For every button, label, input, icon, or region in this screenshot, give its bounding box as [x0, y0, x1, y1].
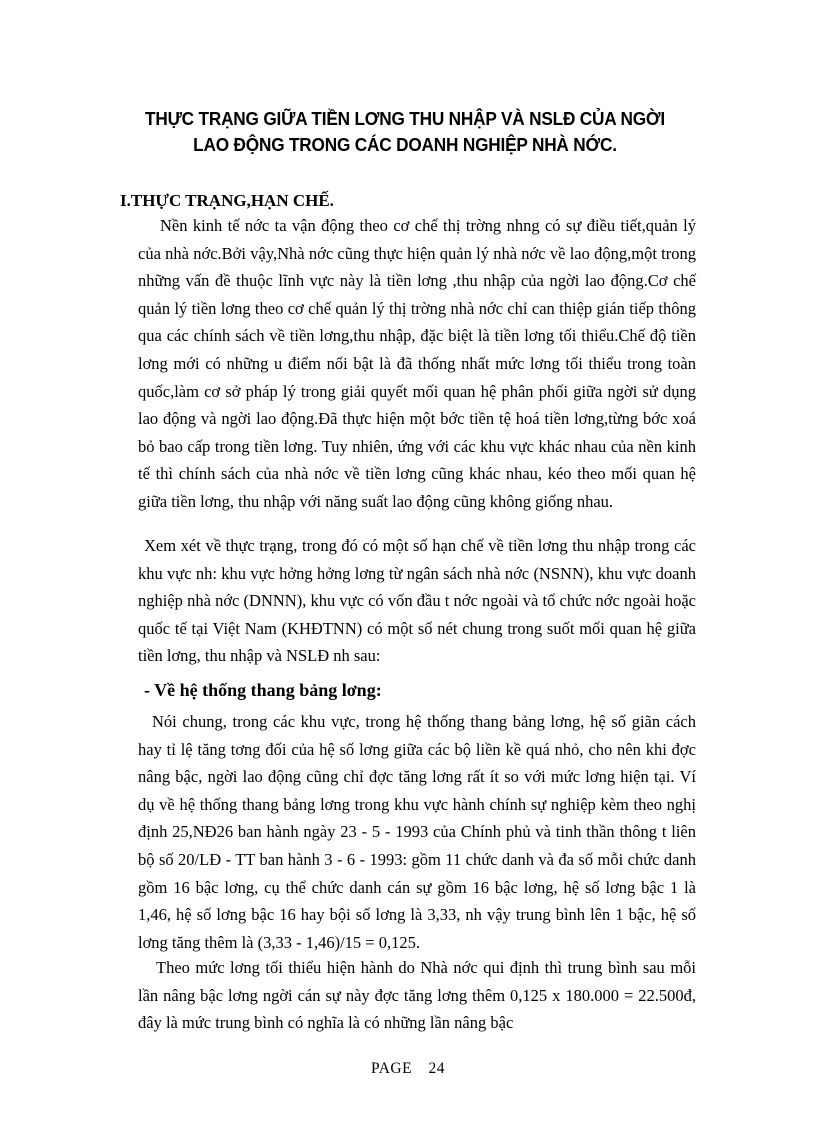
- page-footer: [0, 1060, 816, 1078]
- paragraph-1: Nền kinh tế nớc ta vận động theo cơ chế thị trờng nhng có sự điều tiết,quản lý của nhà nớc.Bởi vậy,Nhà nớc cũng thực hiện quản lý nhà nớc về lao động,một trong những vấn đề thuộc lĩnh vực này là tiền lơng ,thu nhập của ngời lao động.Cơ chế quản lý tiền lơng theo cơ chế quản lý thị trờng nhà nớc chỉ can thiệp gián tiếp thông qua các chính sách về tiền lơng,thu nhập, đặc biệt là tiền lơng tối thiểu.Chế độ tiền lơng mới có những u điểm nổi bật là đã thống nhất mức lơng tối thiểu trong toàn quốc,làm cơ sở pháp lý trong giải quyết mối quan hệ phân phối giữa ngời sử dụng lao động và ngời lao động.Đã thực hiện một bớc tiền tệ hoá tiền lơng,từng bớc xoá bỏ bao cấp trong tiền lơng. Tuy nhiên, ứng với các khu vực khác nhau của nền kinh tế thì chính sách của nhà nớc về tiền lơng cũng khác nhau, kéo theo mối quan hệ giữa tiền lơng, thu nhập với năng suất lao động cũng không giống nhau.: [138, 216, 696, 511]
- title-line-1: THỰC TRẠNG GIỮA TIỀN LƠNG THU NHẬP VÀ NSLĐ CỦA NGỜI: [145, 108, 665, 129]
- paragraph-3: Nói chung, trong các khu vực, trong hệ thống thang bảng lơng, hệ số giãn cách hay tỉ lệ tăng tơng đối của hệ số lơng giữa các bộ liền kề quá nhỏ, cho nên khi đợc nâng bậc, ngời lao động cũng chỉ đợc tăng lơng rất ít so với mức lơng hiện tại. Ví dụ về hệ thống thang bảng lơng trong khu vực hành chính sự nghiệp kèm theo nghị định 25,NĐ26 ban hành ngày 23 - 5 - 1993 của Chính phủ và tinh thần thông t liên bộ số 20/LĐ - TT ban hành 3 - 6 - 1993: gồm 11 chức danh và đa số mỗi chức danh gồm 16 bậc lơng, cụ thể chức danh cán sự gồm 16 bậc lơng, hệ số lơng bậc 1 là 1,46, hệ số lơng bậc 16 hay bội số lơng là 3,33, nh vậy trung bình lên 1 bậc, hệ số lơng tăng thêm là (3,33 - 1,46)/15 = 0,125.: [138, 712, 696, 952]
- section-heading: I.THỰC TRẠNG,HẠN CHẾ.: [120, 191, 334, 210]
- subheading-salary-scale: - Về hệ thống thang bảng lơng:: [144, 680, 382, 700]
- document-title: [121, 106, 688, 158]
- paragraph-2: Xem xét về thực trạng, trong đó có một số hạn chế về tiền lơng thu nhập trong các khu vực nh: khu vực hởng hởng lơng từ ngân sách nhà nớc (NSNN), khu vực doanh nghiệp nhà nớc (DNNN), khu vực có vốn đầu t nớc ngoài và tổ chức nớc ngoài hoặc quốc tế tại Việt Nam (KHĐTNN) có một số nét chung trong suốt mối quan hệ giữa tiền lơng, thu nhập và NSLĐ nh sau:: [138, 536, 696, 666]
- paragraph-4: Theo mức lơng tối thiểu hiện hành do Nhà nớc qui định thì trung bình sau mỗi lần nâng bậc lơng ngời cán sự này đợc tăng lơng thêm 0,125 x 180.000 = 22.500đ, đây là mức trung bình có nghĩa là có những lần nâng bậc: [138, 958, 696, 1033]
- page-number: 24: [428, 1060, 445, 1077]
- title-line-2: LAO ĐỘNG TRONG CÁC DOANH NGHIỆP NHÀ NỚC.: [193, 134, 617, 155]
- page-label: PAGE: [371, 1060, 413, 1077]
